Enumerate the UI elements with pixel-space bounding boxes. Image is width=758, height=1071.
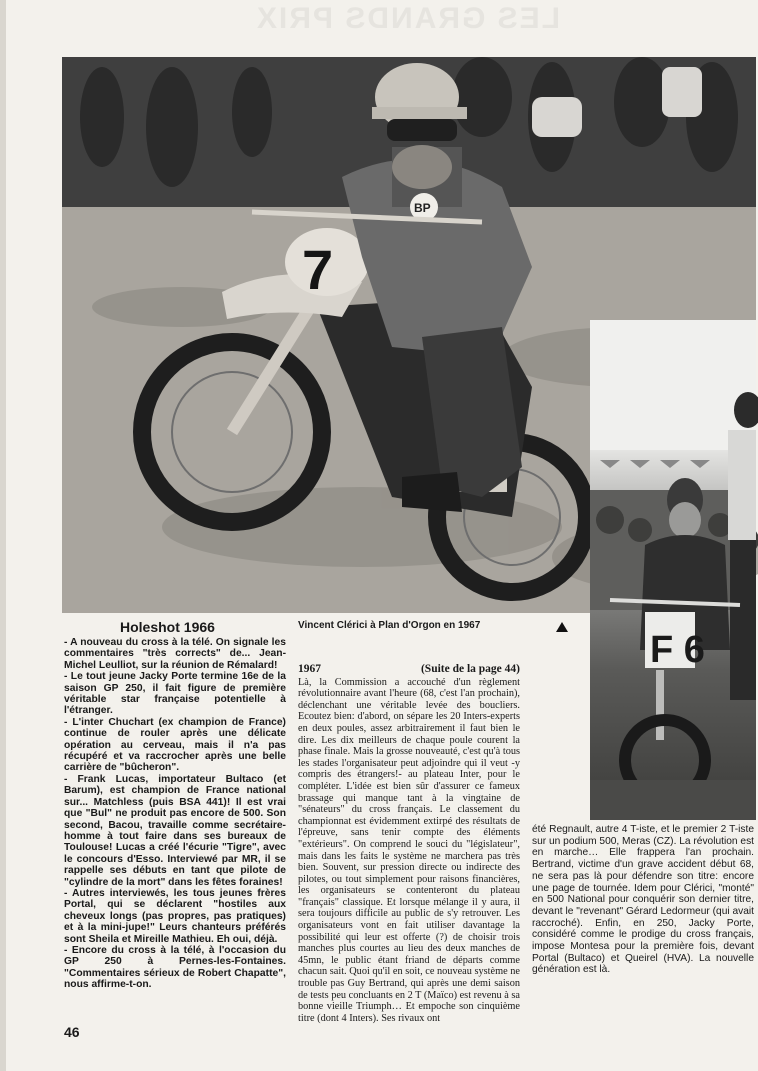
article-year-heading: 1967 [298, 663, 321, 675]
article-column-2 [532, 824, 754, 976]
masthead-bleed: LES GRANDS PRIX [254, 2, 560, 35]
sidebar-item: - Le tout jeune Jacky Porte termine 16e de la saison GP 250, il fait figure de première véritable star française potentielle à l'étranger. [64, 671, 286, 717]
article-continued-note: (Suite de la page 44) [420, 663, 520, 675]
sidebar-item: - A nouveau du cross à la télé. On signale les commentaires "très corrects" de... Jean-Michel Leulliot, sur la réunion de Rémalard! [64, 637, 286, 671]
page-edge [0, 0, 6, 1071]
sidebar-item: - Autres interviewés, les tous jeunes frères Portal, qui se déclarent "hostiles aux cheveux longs (pas propres, pas pratiques) et à la mini-jupe!" Leurs chanteurs préférés sont Sheila et Mireille Mathieu. Eh oui, déjà. [64, 887, 286, 945]
page-number: 46 [64, 1024, 80, 1040]
sidebar-holeshot [64, 620, 286, 991]
article-body-continued: été Regnault, autre 4 T-iste, et le premier 2 T-iste sur un podium 500, Meras (CZ). La révolution est en marche… Elle frappera l'an prochain. Bertrand, victime d'un grave accident début 68, ne sera pas là pour défendre son titre: encore une page de tournée. Idem pour Clérici, "monté" en 500 National pour conquérir son dernier titre, devant le "revenant" Gérard Ledormeur (qui avait raccroché). Enfin, en 250, Jacky Porte, considéré comme le prodige du cross français, impose Montesa pour la première fois, devant Portal (Bultaco) et Queirel (HVA). La nouvelle génération est là. [532, 824, 754, 976]
number-plate-text: 7 [302, 238, 334, 301]
sidebar-item: - Frank Lucas, importateur Bultaco (et Barum), est champion de France national sur... Matchless (puis BSA 441)! Il est vrai que "Bul" ne produit pas encore de 500. Son second, Bacou, travaille comme secrétaire-homme à tout faire dans ses bureaux de Toulouse! Lucas a créé l'écurie "Tigre", avec le concours d'Esso. Interviewé par MR, il se rappelle ses débuts en tant que pilote de "cylindre de la mort" dans les fêtes foraines! [64, 773, 286, 888]
side-plate-text: F 6 [650, 629, 705, 671]
bp-logo-text: BP [414, 201, 431, 215]
sidebar-item: - L'inter Chuchart (ex champion de France) continue de rouler après une délicate opération au cerveau, mais il n'a pas récupéré et va raccrocher après une belle carrière de "bûcheron". [64, 716, 286, 774]
photo-rider-portrait [590, 320, 756, 820]
photo-caption: Vincent Clérici à Plan d'Orgon en 1967 [298, 620, 481, 631]
article-column-1 [298, 664, 520, 1024]
sidebar-title: Holeshot 1966 [120, 619, 215, 635]
sidebar-item: - Encore du cross à la télé, à l'occasion du GP 250 à Pernes-les-Fontaines. "Commentaires sérieux de Robert Chapatte", nous affirme-t-on. [64, 944, 286, 991]
article-body: Là, la Commission a accouché d'un règlement révolutionnaire avant l'heure (68, c'est l'an prochain), déclenchant une véritable levée des boucliers. Ecoutez bien: d'abord, on sépare les 20 Inters-experts en deux poules, assez arbitrairement il faut bien le dire. Les dix meilleurs de chaque poule courent la phase finale. Mais la grosse nouveauté, c'est qu'à tous les stades l'organisateur peut adjoindre qui il veut -y compris des étrangers!- au plateau Inter, pour le compléter. L'idée est bien sûr d'assurer ce fameux brassage qui manque tant à la vingtaine de "sénateurs" du cross français. Le classement du championnat est évidemment extirpé des résultats de l'épreuve, sans tenir compte des éléments "extérieurs". On comprend le souci du "législateur", mais dans les faits le système ne marchera pas très bien. Souvent, sur pression directe ou indirecte des pilotes, ou tout simplement pour raisons financières, les organisateurs se contenteront du plateau "français" classique. Et lorsque mélange il y aura, il sera toujours difficile au public de s'y retrouver. Les organisateurs vont en fait utiliser davantage la possibilité qui leur est offerte (?) de choisir trois manches plus courtes au lieu des deux manches de 45mn, le public étant friand de départs comme chacun sait. Quoi qu'il en soit, ce nouveau système ne trouble pas Guy Bertrand, qui après une demi saison de tests peu concluants en 2 T (Maïco) est revenu à sa bonne vieille Triumph… Et empoche son cinquième titre (dont 4 Inters). Ses rivaux ont [298, 676, 520, 1024]
caption-pointer-icon [556, 622, 568, 632]
